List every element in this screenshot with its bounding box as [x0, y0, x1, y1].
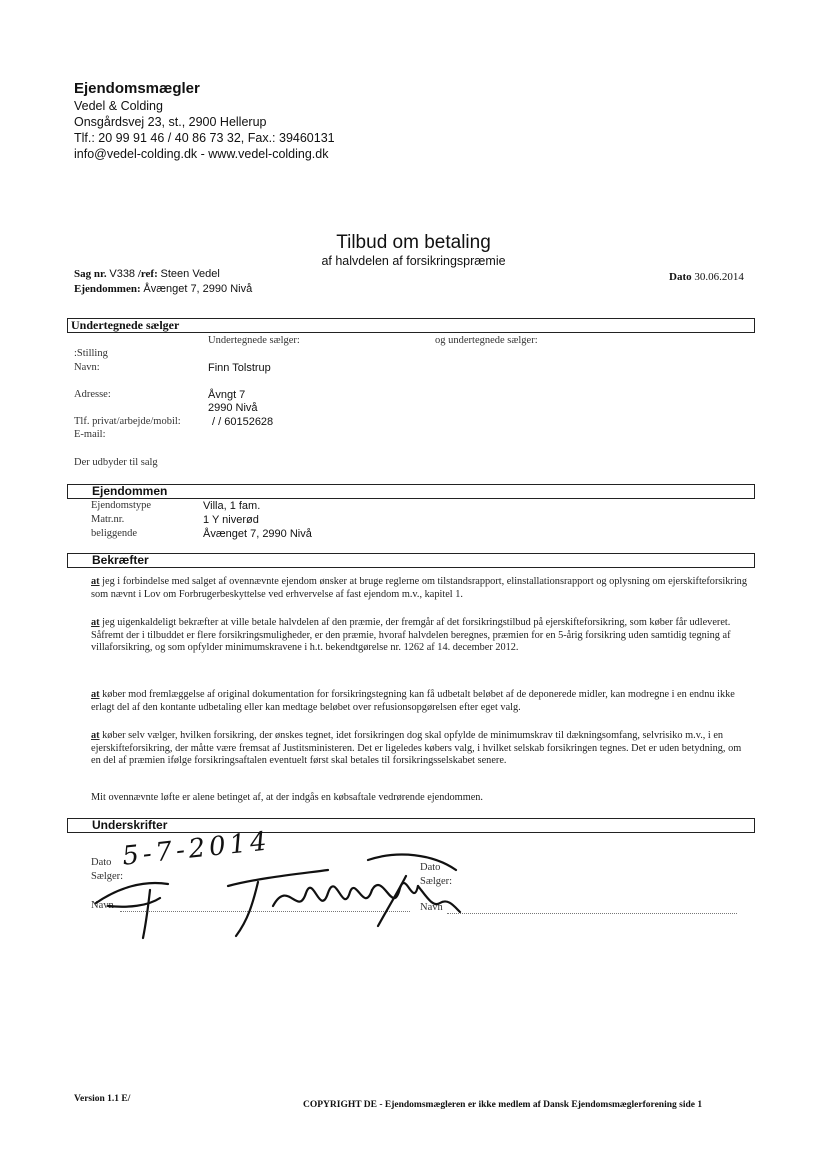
adresse-line1: Åvngt 7 [208, 389, 246, 401]
company-line-1: Vedel & Colding [74, 99, 163, 113]
matr-value: 1 Y niverød [203, 514, 259, 526]
company-phone: Tlf.: 20 99 91 46 / 40 86 73 32, Fax.: 39460131 [74, 131, 335, 145]
sig-navn-label-left: Navn [91, 900, 114, 911]
confirm-heading: Bekræfter [92, 553, 149, 567]
company-contact: info@vedel-colding.dk - www.vedel-colding.dk [74, 147, 329, 161]
dato-label: Dato [669, 271, 692, 283]
paragraph-text: jeg uigenkaldeligt bekræfter at ville betale halvdelen af den præmie, der fremgår af det forsikringstilbud på ejerskifteforsikring, som køber får udleveret. Såfremt der i tilbuddet er flere forsikringsmuligheder, er den præmie, hvoraf halvdelen beregnes, præmien for en 5-årig forsikring uden samtidig tegning af villaforsikring, og som opfylder minimumskravene i h.t. bekendtgørelse nr. 1262 af 14. december 2012. [91, 617, 731, 654]
ejendom-value: Åvænget 7, 2990 Nivå [143, 283, 253, 295]
at-marker: at [91, 730, 100, 741]
handwritten-date: 5-7-2014 [120, 826, 272, 872]
seller-col2-heading: og undertegnede sælger: [435, 335, 538, 346]
dato-value: 30.06.2014 [694, 271, 744, 283]
navn-value: Finn Tolstrup [208, 362, 271, 374]
sag-label: Sag nr. [74, 268, 107, 280]
company-name: Ejendomsmægler [74, 80, 200, 97]
signatures-heading: Underskrifter [92, 818, 168, 832]
confirm-paragraph-5: Mit ovennævnte løfte er alene betinget af, at der indgås en købsaftale vedrørende ejendommen. [91, 792, 483, 803]
matr-label: Matr.nr. [91, 514, 125, 525]
ref-value: Steen Vedel [160, 268, 220, 280]
company-address: Onsgårdsvej 23, st., 2900 Hellerup [74, 115, 267, 129]
stilling-label: :Stilling [74, 348, 108, 359]
at-marker: at [91, 576, 100, 587]
navn-label: Navn: [74, 362, 100, 373]
sellers-section-header [67, 318, 755, 333]
paragraph-text: køber mod fremlæggelse af original dokumentation for forsikringstegning kan få udbetalt beløbet af de deponerede midler, kan modregne i en endnu ikke erlagt del af den kontante udbetaling eller kan medtage beløbet over refusionsopgørelsen efter eget valg. [91, 689, 735, 713]
confirm-paragraph-3 [91, 689, 751, 714]
ref-label: /ref: [137, 268, 158, 280]
adresse-line2: 2990 Nivå [208, 402, 258, 414]
signature-scribble [88, 848, 468, 943]
property-heading: Ejendommen [92, 484, 168, 498]
tlf-label: Tlf. privat/arbejde/mobil: [74, 416, 181, 427]
ejendom-label: Ejendommen: [74, 283, 141, 295]
udbyder-text: Der udbyder til salg [74, 457, 158, 468]
email-label: E-mail: [74, 429, 106, 440]
case-number-line [74, 268, 220, 280]
tlf-value: / / 60152628 [212, 416, 274, 428]
seller-col1-heading: Undertegnede sælger: [208, 335, 300, 346]
sig-dato-label-left: Dato [91, 857, 112, 868]
document-title: Tilbud om betaling [336, 232, 491, 253]
property-line [74, 283, 252, 295]
at-marker: at [91, 689, 100, 700]
sig-name-line-right [447, 913, 737, 914]
confirm-paragraph-4 [91, 730, 751, 768]
sig-dato-label-right: Dato [420, 862, 441, 873]
signatures-section-header [67, 818, 755, 833]
property-section-header [67, 484, 755, 499]
sig-saelger-label-right: Sælger: [420, 876, 453, 887]
confirm-paragraph-1 [91, 576, 751, 601]
document-subtitle: af halvdelen af forsikringspræmie [321, 254, 506, 268]
confirm-section-header [67, 553, 755, 568]
footer-copyright: COPYRIGHT DE - Ejendomsmægleren er ikke medlem af Dansk Ejendomsmæglerforening side 1 [303, 1100, 703, 1110]
sellers-heading: Undertegnede sælger [71, 318, 180, 332]
sag-value: V338 [109, 268, 136, 280]
paragraph-text: jeg i forbindelse med salget af ovennævnte ejendom ønsker at bruge reglerne om tilstandsrapport, elinstallationsrapport og oplysning om ejerskifteforsikring som nævnt i Lov om Forbrugerbeskyttelse ved erhvervelse af fast ejendom m.v., kapitel 1. [91, 576, 747, 600]
adresse-label: Adresse: [74, 389, 111, 400]
at-marker: at [91, 617, 100, 628]
paragraph-text: køber selv vælger, hvilken forsikring, der ønskes tegnet, idet forsikringen dog skal opfylde de minimumskrav til dækningsomfang, selvrisiko m.v., i en ejerskifteforsikring, der måtte være fremsat af Justitsministeren. Det er ligeledes købers valg, i hvilket selskab forsikringen tegnes. Det er uden betydning, om en del af præmien ifølge forsikringsaftalen eventuelt først skal betales til forsikringsselskabet senere. [91, 730, 742, 767]
beliggende-label: beliggende [91, 528, 138, 539]
type-label: Ejendomstype [91, 500, 152, 511]
date-line [669, 271, 744, 283]
type-value: Villa, 1 fam. [203, 500, 261, 512]
sig-navn-label-right: Navn [420, 902, 443, 913]
footer-version: Version 1.1 E/ [74, 1094, 131, 1104]
beliggende-value: Åvænget 7, 2990 Nivå [203, 528, 312, 540]
sig-saelger-label-left: Sælger: [91, 871, 124, 882]
confirm-paragraph-2 [91, 617, 751, 655]
